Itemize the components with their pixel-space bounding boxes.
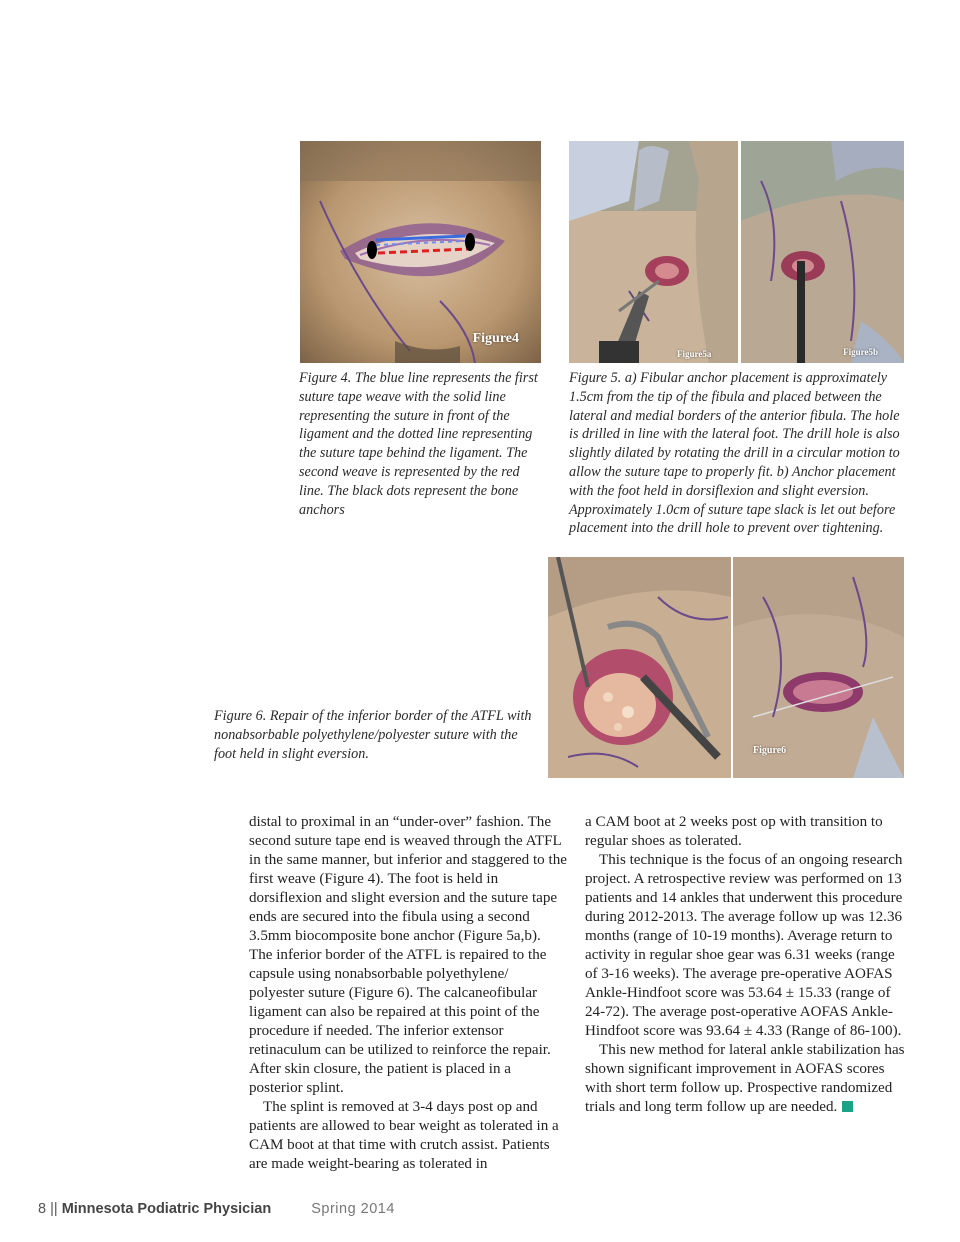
figure-6-label: Figure6 xyxy=(753,745,787,756)
body-paragraph-final xyxy=(585,1041,905,1117)
end-of-article-mark xyxy=(842,1101,853,1112)
body-paragraph: The splint is removed at 3-4 days post op and patients are allowed to bear weight as tolerated in a CAM boot at that time with crutch assist. Patients are made weight-bearing as tolerated in xyxy=(249,1099,559,1172)
figure-4-photo xyxy=(300,141,541,363)
figure-5a-photo xyxy=(569,141,738,363)
figure-6-photo-left xyxy=(548,557,731,778)
figure-6-caption: Figure 6. Repair of the inferior border of the ATFL with nonabsorbable polyethylene/polyester suture with the foot held in slight eversion. xyxy=(214,708,532,762)
figure-5-caption: Figure 5. a) Fibular anchor placement is approximately 1.5cm from the tip of the fibula and placed between the lateral and medial borders of the anterior fibula. The hole is drilled in line with the lateral foot. The drill hole is also slightly dilated by rotating the drill in a circular motion to allow the suture tape to properly fit. b) Anchor placement with the foot held in dorsiflexion and slight eversion. Approximately 1.0cm of suture tape slack is let out before placement into the drill hole to prevent over tightening. xyxy=(569,370,900,537)
body-column-left xyxy=(249,813,567,1174)
body-paragraph: distal to proximal in an “under-over” fashion. The second suture tape end is weaved through the ATFL in the same manner, but inferior and staggered to the first weave (Figure 4). The foot is held in dorsiflexion and slight eversion and the suture tape ends are secured into the fibula using a second 3.5mm biocomposite bone anchor (Figure 5a,b). The inferior border of the ATFL is repaired to the capsule using nonabsorbable polyethylene/ polyester suture (Figure 6). The calcaneofibular ligament can also be repaired at this point of the procedure if needed. The inferior extensor retinaculum can be utilized to reinforce the repair. After skin closure, the patient is placed in a posterior splint. xyxy=(249,814,567,1096)
page-footer xyxy=(38,1201,395,1217)
issue-season: Spring 2014 xyxy=(311,1201,395,1217)
figure-5b-photo xyxy=(741,141,904,363)
figure-4-caption: Figure 4. The blue line represents the first suture tape weave with the solid line representing the suture in front of the ligament and the dotted line representing the suture tape behind the ligament. The second weave is represented by the red line. The black dots represent the bone anchors xyxy=(299,370,538,518)
page-number: 8 xyxy=(38,1201,47,1217)
final-text: This new method for lateral ankle stabilization has shown significant improvement in AOFAS scores with short term follow up. Prospective randomized trials and long term follow up are needed. xyxy=(585,1042,905,1115)
figure-5a-label: Figure5a xyxy=(677,349,712,359)
body-paragraph: This technique is the focus of an ongoing research project. A retrospective review was performed on 13 patients and 14 ankles that underwent this procedure during 2012-2013. The average follow up was 12.36 months (range of 10-19 months). Average return to activity in regular shoe gear was 6.31 weeks (range of 3-16 weeks). The average pre-operative AOFAS Ankle-Hindfoot score was 53.64 ± 15.33 (range of 24-72). The average post-operative AOFAS Ankle- Hindfoot score was 93.64 ± 4.33 (Range of 86-100). xyxy=(585,852,903,1039)
figure-5b-label: Figure5b xyxy=(843,347,878,357)
publication-name: Minnesota Podiatric Physician xyxy=(61,1201,272,1217)
footer-separator: || xyxy=(50,1201,58,1217)
figure-6-photo-right xyxy=(733,557,904,778)
body-paragraph: a CAM boot at 2 weeks post op with transition to regular shoes as tolerated. xyxy=(585,814,883,849)
figure-4-label: Figure4 xyxy=(472,331,519,346)
body-column-right xyxy=(585,813,905,1117)
